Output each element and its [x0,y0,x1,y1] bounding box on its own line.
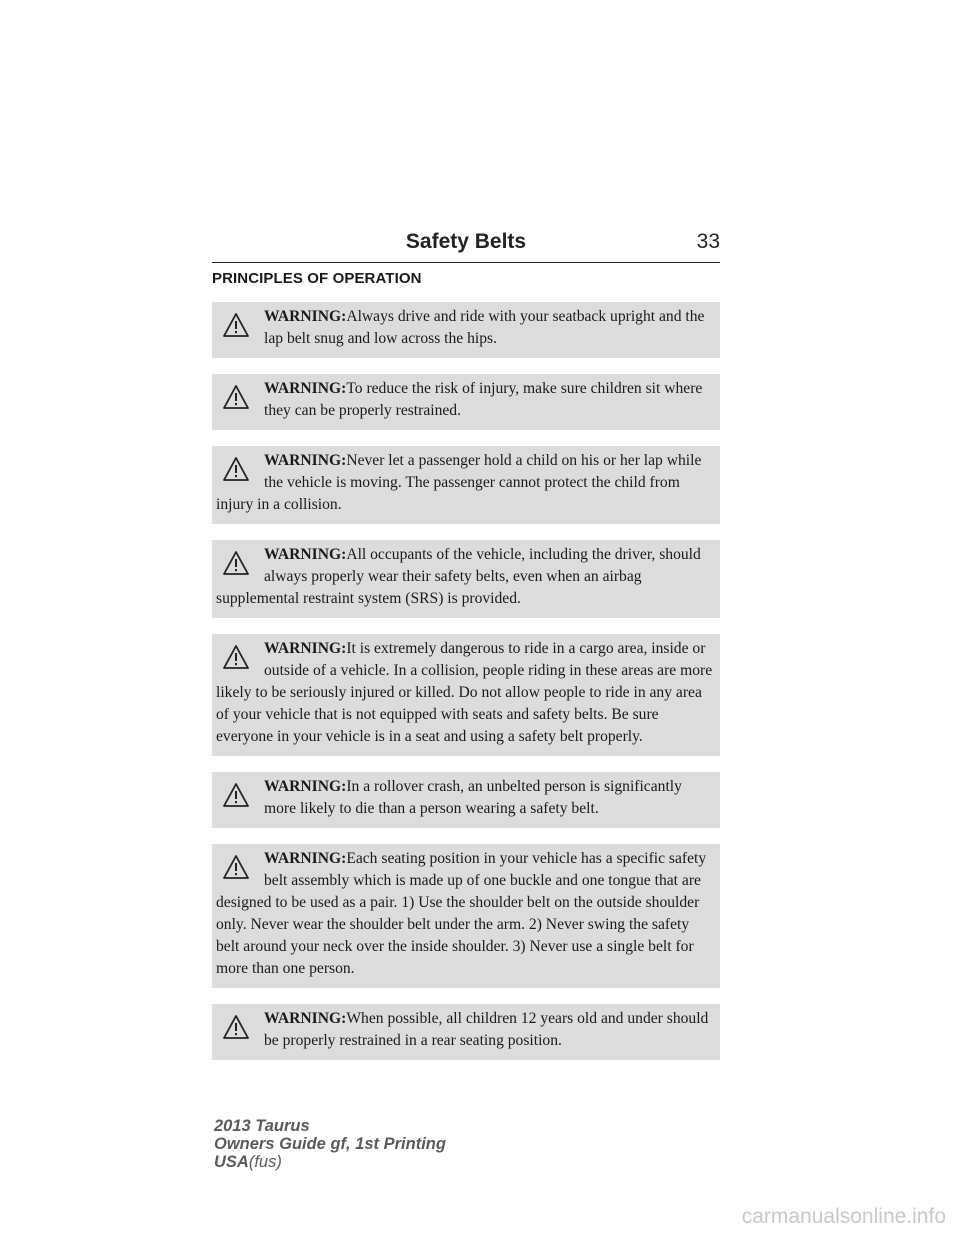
warning-triangle-icon [222,312,250,338]
warning-box [212,844,720,988]
warning-box [212,446,720,524]
warning-triangle-icon [222,384,250,410]
warning-label: WARNING: [264,380,347,397]
warning-box [212,540,720,618]
warning-triangle-icon [222,782,250,808]
warning-text: It is extremely dangerous to ride in a cargo area, inside or outside of a vehicle. In a collision, people riding in these areas are more likely to be seriously injured or killed. Do not allow people to ride in any area of your vehicle that is not equipped with seats and safety belts. Be sure everyone in your vehicle is in a seat and using a safety belt properly. [216,640,713,745]
warning-triangle-icon [222,456,250,482]
warning-label: WARNING: [264,452,347,469]
warnings-list [212,302,720,1076]
footer-line: Owners Guide gf, 1st Printing [214,1135,446,1153]
warning-label: WARNING: [264,640,347,657]
warning-text: To reduce the risk of injury, make sure children sit where they can be properly restrained. [264,380,703,419]
warning-label: WARNING: [264,778,347,795]
warning-box [212,1004,720,1060]
warning-text: All occupants of the vehicle, including the driver, should always properly wear their safety belts, even when an airbag supplemental restraint system (SRS) is provided. [216,546,701,607]
warning-box [212,772,720,828]
warning-text: Never let a passenger hold a child on his or her lap while the vehicle is moving. The passenger cannot protect the child from injury in a collision. [216,452,702,513]
warning-text: When possible, all children 12 years old and under should be properly restrained in a rear seating position. [264,1010,709,1049]
warning-text: In a rollover crash, an unbelted person is significantly more likely to die than a person wearing a safety belt. [264,778,682,817]
footer-line: 2013 Taurus [214,1117,310,1135]
footer-region: (fus) [248,1153,282,1171]
page-number: 33 [696,230,720,253]
watermark: carmanualsonline.info [741,1205,946,1228]
warning-label: WARNING: [264,546,347,563]
warning-text: Each seating position in your vehicle has a specific safety belt assembly which is made up of one buckle and one tongue that are designed to be used as a pair. 1) Use the shoulder belt on the outside shoulder only. Never wear the shoulder belt under the arm. 2) Never swing the safety belt around your neck over the inside shoulder. 3) Never use a single belt for more than one person. [216,850,707,977]
warning-triangle-icon [222,550,250,576]
warning-box [212,374,720,430]
document-footer [214,1117,446,1171]
warning-triangle-icon [222,1014,250,1040]
warning-triangle-icon [222,644,250,670]
warning-text: Always drive and ride with your seatback upright and the lap belt snug and low across the hips. [264,308,705,347]
footer-country: USA [214,1153,249,1171]
warning-triangle-icon [222,854,250,880]
warning-label: WARNING: [264,308,347,325]
warning-box [212,634,720,756]
page-header [212,226,720,263]
footer-line [214,1153,446,1171]
warning-box [212,302,720,358]
warning-label: WARNING: [264,1010,347,1027]
page-title: Safety Belts [405,230,527,253]
section-heading: PRINCIPLES OF OPERATION [212,270,422,287]
warning-label: WARNING: [264,850,347,867]
